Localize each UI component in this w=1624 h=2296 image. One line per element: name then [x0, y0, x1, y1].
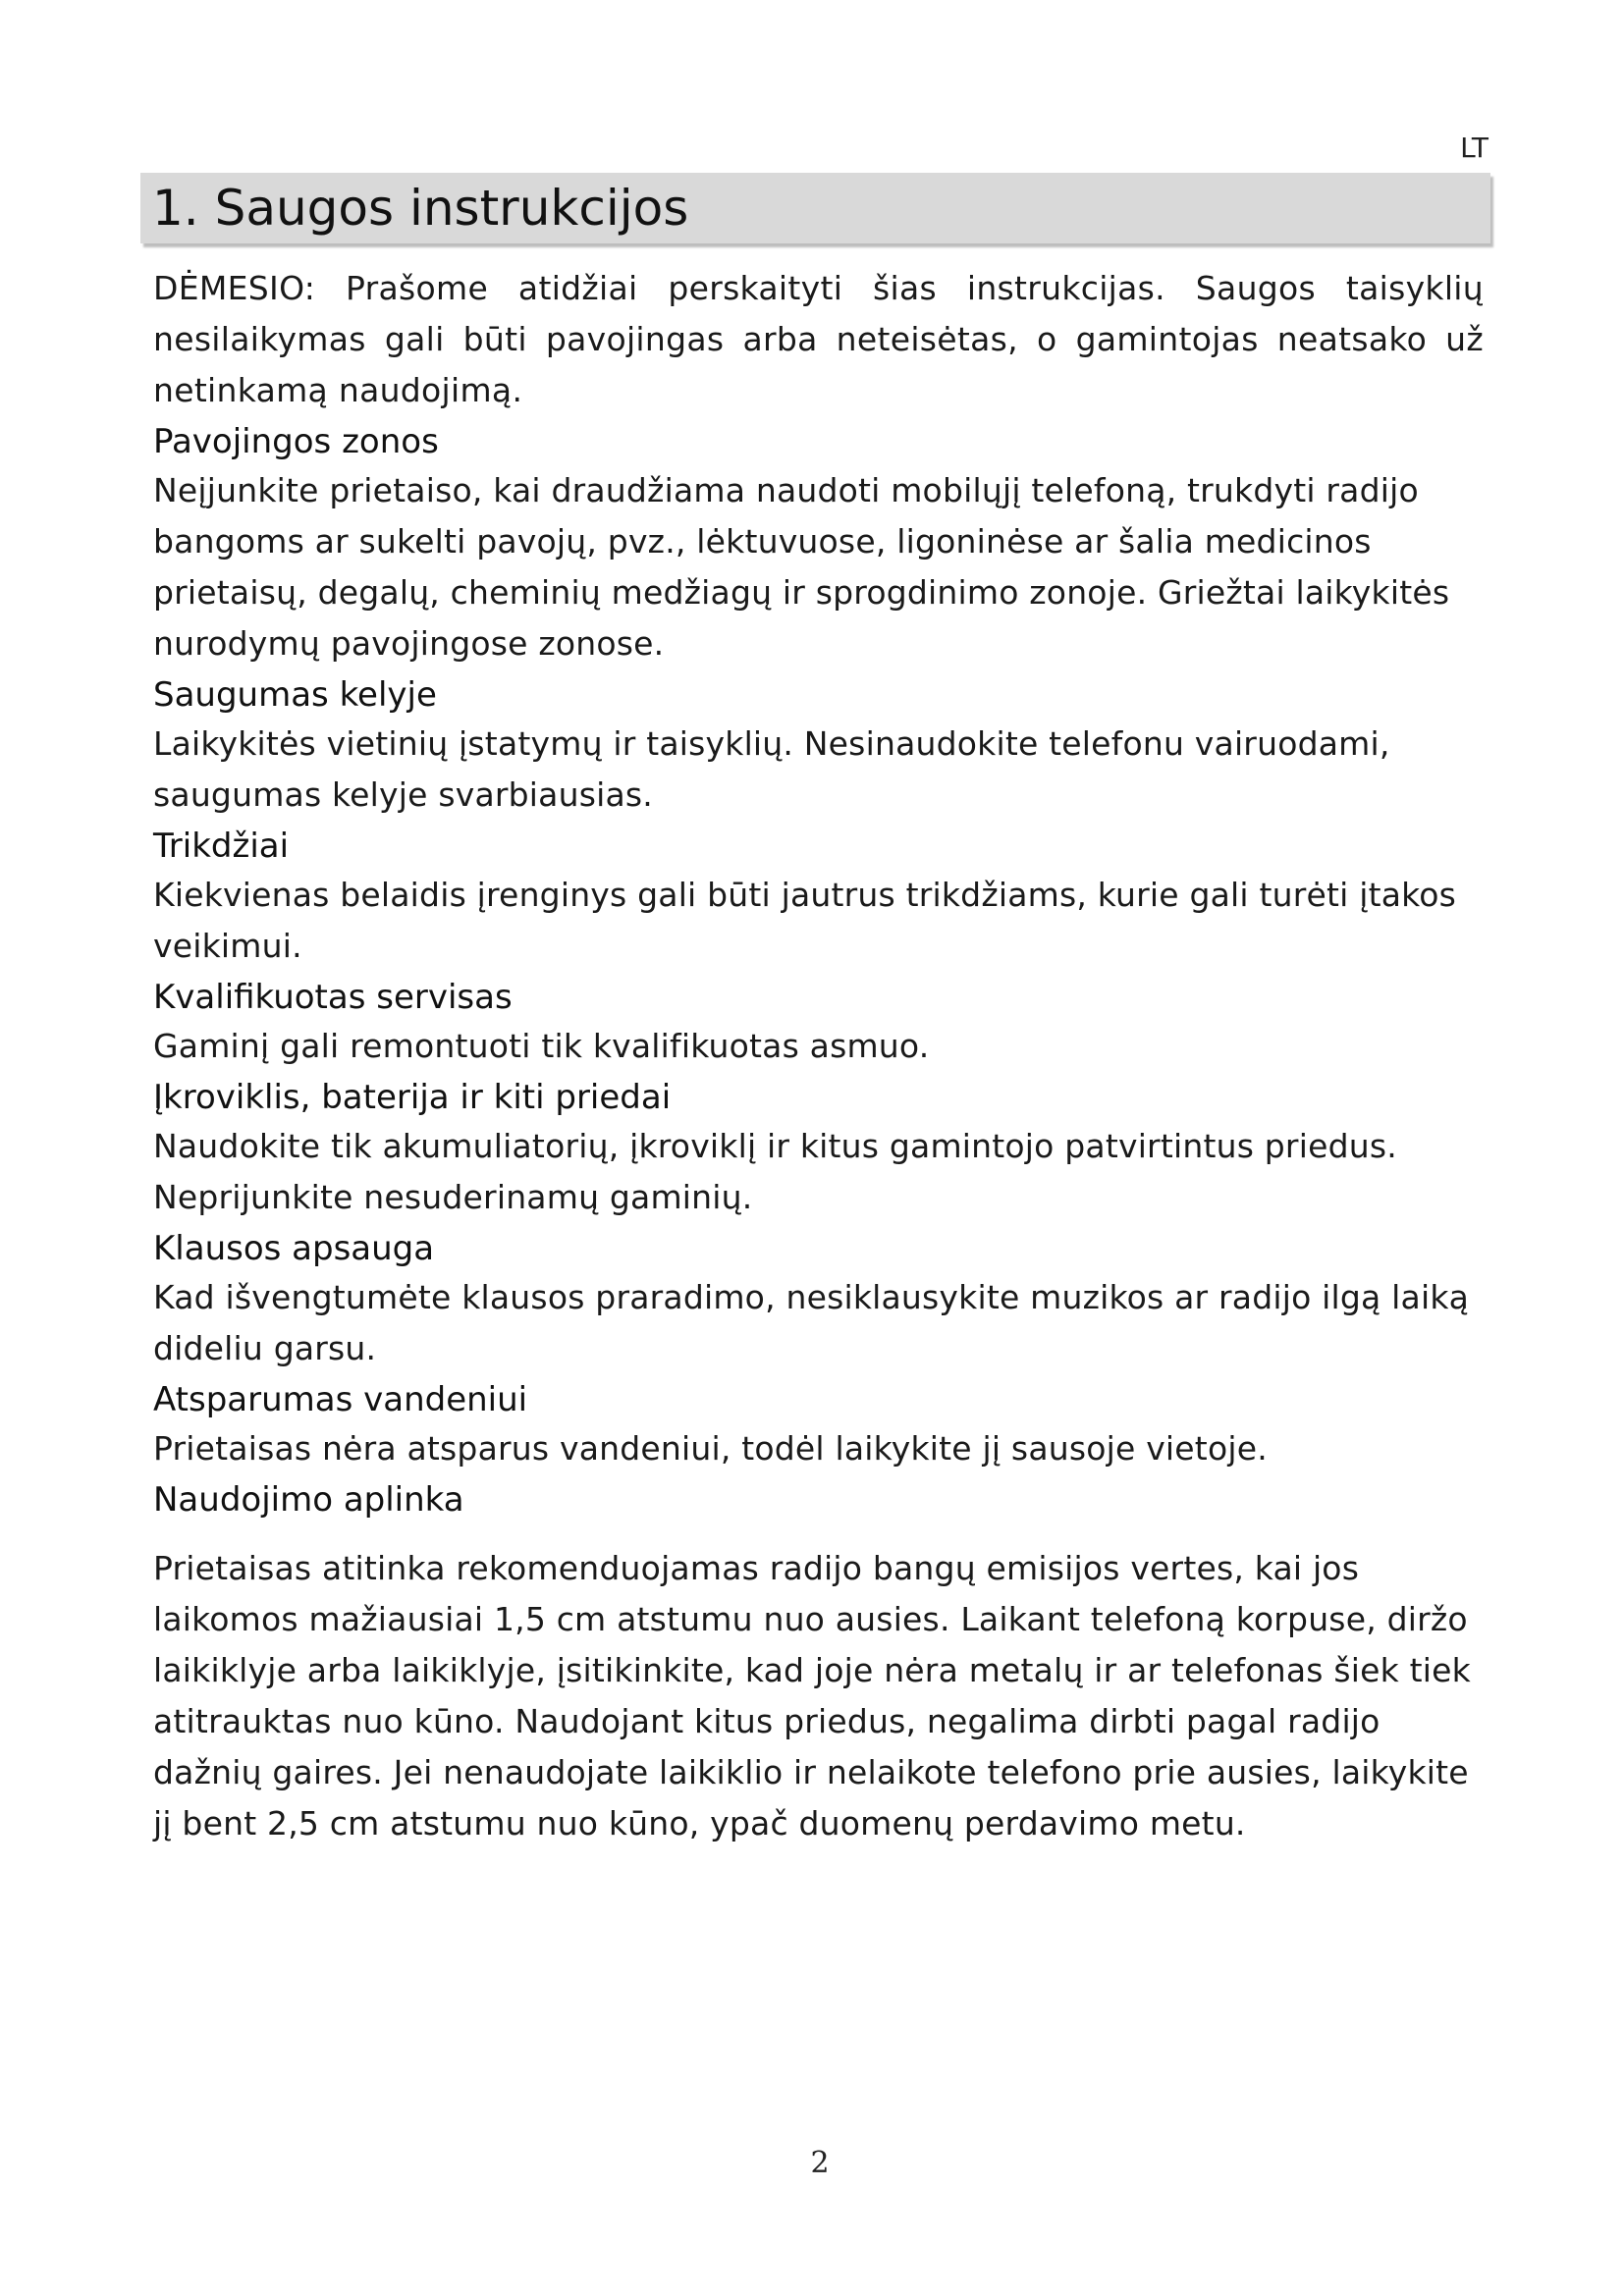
section-text-interference: Kiekvienas belaidis įrenginys gali būti jautrus trikdžiams, kurie gali turėti įtakos veikimui. — [153, 876, 1457, 965]
page-title: 1. Saugos instrukcijos — [152, 180, 689, 237]
section-heading-hazard-zones: Pavojingos zonos — [153, 422, 439, 461]
section-text-hazard-zones: Neįjunkite prietaiso, kai draudžiama naudoti mobilųjį telefoną, trukdyti radijo bangoms ar sukelti pavojų, pvz., lėktuvuose, ligoninėse ar šalia medicinos prietaisų, degalų, cheminių medžiagų ir sprogdinimo zonoje. Griežtai laikykitės nurodymų pavojingose zonose. — [153, 471, 1450, 663]
section-heading-hearing-protection: Klausos apsauga — [153, 1229, 435, 1268]
intro-warning: DĖMESIO: Prašome atidžiai perskaityti šias instrukcijas. Saugos taisyklių nesilaikymas gali būti pavojingas arba neteisėtas, o gamintojas neatsako už netinkamą naudojimą. — [153, 269, 1484, 409]
section-heading-operating-environment: Naudojimo aplinka — [153, 1480, 464, 1520]
section-text-hearing-protection: Kad išvengtumėte klausos praradimo, nesiklausykite muzikos ar radijo ilgą laiką dideliu garsu. — [153, 1278, 1470, 1367]
title-bar — [140, 173, 1490, 243]
section-heading-accessories: Įkroviklis, baterija ir kiti priedai — [153, 1078, 672, 1117]
section-heading-interference: Trikdžiai — [153, 827, 290, 866]
section-text-accessories: Naudokite tik akumuliatorių, įkroviklį ir kitus gamintojo patvirtintus priedus. Neprijunkite nesuderinamų gaminių. — [153, 1127, 1397, 1216]
page-number: 2 — [810, 2146, 830, 2180]
document-body — [153, 263, 1484, 1849]
section-heading-water-resistance: Atsparumas vandeniui — [153, 1380, 528, 1419]
section-heading-road-safety: Saugumas kelyje — [153, 675, 437, 715]
section-text-operating-environment: Prietaisas atitinka rekomenduojamas radijo bangų emisijos vertes, kai jos laikomos mažiausiai 1,5 cm atstumu nuo ausies. Laikant telefoną korpuse, diržo laikiklyje arba laikiklyje, įsitikinkite, kad joje nėra metalų ir ar telefonas šiek tiek atitrauktas nuo kūno. Naudojant kitus priedus, negalima dirbti pagal radijo dažnių gaires. Jei nenaudojate laikiklio ir nelaikote telefono prie ausies, laikykite jį bent 2,5 cm atstumu nuo kūno, ypač duomenų perdavimo metu. — [153, 1549, 1471, 1842]
language-code: LT — [1460, 132, 1489, 164]
section-text-qualified-service: Gaminį gali remontuoti tik kvalifikuotas asmuo. — [153, 1027, 930, 1065]
section-heading-qualified-service: Kvalifikuotas servisas — [153, 978, 513, 1017]
section-text-water-resistance: Prietaisas nėra atsparus vandeniui, todėl laikykite jį sausoje vietoje. — [153, 1429, 1268, 1468]
section-text-road-safety: Laikykitės vietinių įstatymų ir taisyklių. Nesinaudokite telefonu vairuodami, saugumas kelyje svarbiausias. — [153, 724, 1390, 814]
